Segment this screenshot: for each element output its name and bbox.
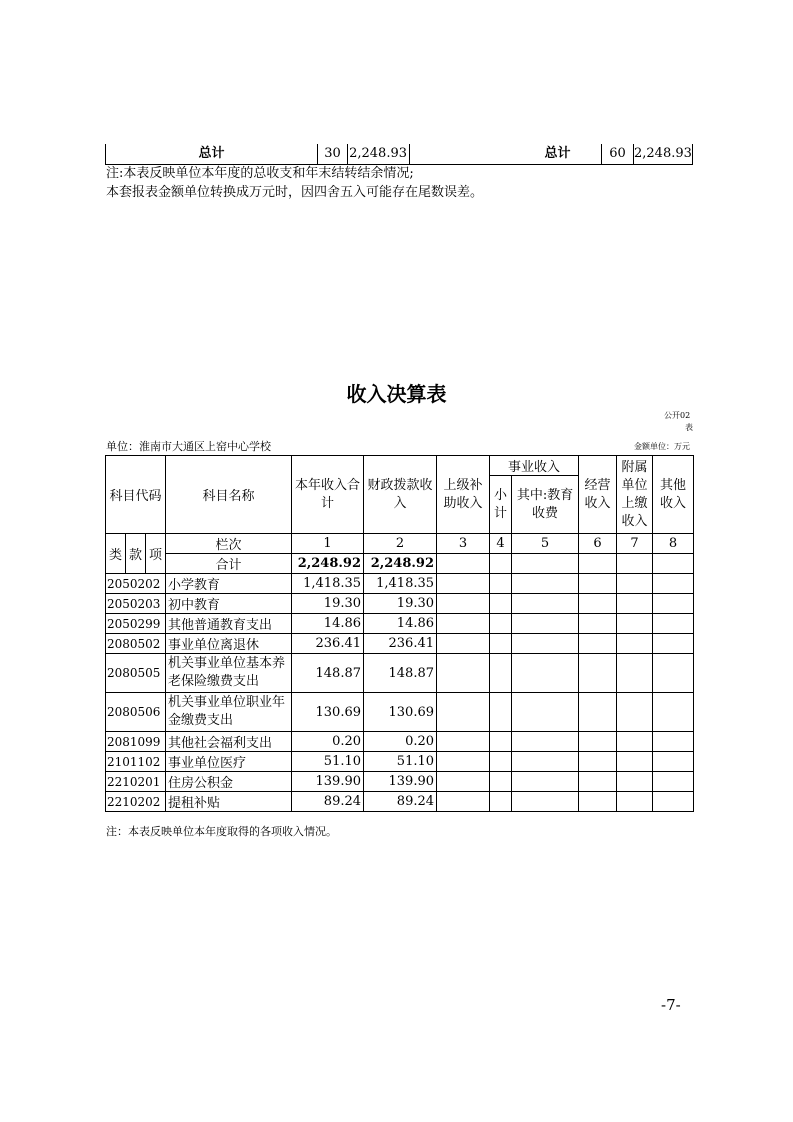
header-business: 事业收入 xyxy=(490,456,579,476)
form-code-suffix: 表 xyxy=(685,423,693,432)
header-edu-fee: 其中:教育收费 xyxy=(512,476,579,534)
row-code: 2080502 xyxy=(106,634,166,654)
row-fiscal: 236.41 xyxy=(364,634,437,654)
summary-right-label: 总计 xyxy=(409,144,705,164)
col-no-5: 5 xyxy=(512,534,579,554)
header-superior: 上级补助收入 xyxy=(437,456,490,534)
row-fiscal: 1,418.35 xyxy=(364,574,437,594)
row-name: 初中教育 xyxy=(166,594,292,614)
row-code: 2080505 xyxy=(106,654,166,693)
col-no-7: 7 xyxy=(617,534,653,554)
row-total-income: 1,418.35 xyxy=(292,574,364,594)
row-code: 2081099 xyxy=(106,732,166,752)
row-code: 2101102 xyxy=(106,752,166,772)
table-row xyxy=(106,792,694,812)
row-total-income: 51.10 xyxy=(292,752,364,772)
row-name: 其他社会福利支出 xyxy=(166,732,292,752)
total-row-income: 2,248.92 xyxy=(292,554,364,574)
header-kuan: 款 xyxy=(126,534,146,574)
col-no-6: 6 xyxy=(579,534,617,554)
unit-label: 单位：淮南市大通区上窑中心学校 xyxy=(106,440,271,453)
row-name: 小学教育 xyxy=(166,574,292,594)
table-row xyxy=(106,654,694,693)
row-total-income: 130.69 xyxy=(292,693,364,732)
row-name: 事业单位医疗 xyxy=(166,752,292,772)
col-no-1: 1 xyxy=(292,534,364,554)
col-no-2: 2 xyxy=(364,534,437,554)
page-number: -7- xyxy=(661,996,681,1014)
header-lei: 类 xyxy=(106,534,126,574)
row-fiscal: 19.30 xyxy=(364,594,437,614)
top-note-2: 本套报表金额单位转换成万元时，因四舍五入可能存在尾数误差。 xyxy=(106,185,484,200)
row-code: 2210202 xyxy=(106,792,166,812)
top-note-1: 注:本表反映单位本年度的总收支和年末结转结余情况; xyxy=(106,166,414,181)
summary-left-line: 30 xyxy=(317,144,347,164)
row-total-income: 14.86 xyxy=(292,614,364,634)
header-name: 科目名称 xyxy=(166,456,292,534)
row-total-income: 139.90 xyxy=(292,772,364,792)
header-subtotal: 小计 xyxy=(490,476,512,534)
col-no-4: 4 xyxy=(490,534,512,554)
row-fiscal: 0.20 xyxy=(364,732,437,752)
col-no-3: 3 xyxy=(437,534,490,554)
summary-left-value: 2,248.93 xyxy=(347,144,409,164)
row-total-income: 236.41 xyxy=(292,634,364,654)
table-row xyxy=(106,752,694,772)
row-code: 2210201 xyxy=(106,772,166,792)
header-code: 科目代码 xyxy=(106,456,166,534)
row-fiscal: 89.24 xyxy=(364,792,437,812)
row-code: 2050202 xyxy=(106,574,166,594)
header-column-no: 栏次 xyxy=(166,534,292,554)
row-code: 2050203 xyxy=(106,594,166,614)
header-affiliated: 附属单位上缴收入 xyxy=(617,456,653,534)
row-total-income: 19.30 xyxy=(292,594,364,614)
row-total-income: 148.87 xyxy=(292,654,364,693)
form-code: 公开02 xyxy=(664,411,691,420)
summary-left-label: 总计 xyxy=(105,144,317,164)
row-fiscal: 14.86 xyxy=(364,614,437,634)
summary-total-row xyxy=(105,144,693,165)
row-fiscal: 51.10 xyxy=(364,752,437,772)
header-other: 其他收入 xyxy=(653,456,694,534)
table-row xyxy=(106,772,694,792)
amount-unit: 金额单位：万元 xyxy=(634,442,690,451)
table-row xyxy=(106,594,694,614)
row-total-income: 89.24 xyxy=(292,792,364,812)
row-name: 机关事业单位基本养老保险缴费支出 xyxy=(166,654,292,693)
row-fiscal: 139.90 xyxy=(364,772,437,792)
header-fiscal: 财政拨款收入 xyxy=(364,456,437,534)
header-operating: 经营收入 xyxy=(579,456,617,534)
summary-right-value: 2,248.93 xyxy=(633,144,693,164)
row-name: 提租补贴 xyxy=(166,792,292,812)
table-row xyxy=(106,614,694,634)
row-name: 住房公积金 xyxy=(166,772,292,792)
header-xiang: 项 xyxy=(146,534,166,574)
row-name: 机关事业单位职业年金缴费支出 xyxy=(166,693,292,732)
col-no-8: 8 xyxy=(653,534,694,554)
table-row xyxy=(106,732,694,752)
income-table xyxy=(105,455,694,812)
row-fiscal: 130.69 xyxy=(364,693,437,732)
table-row xyxy=(106,574,694,594)
row-name: 事业单位离退休 xyxy=(166,634,292,654)
row-total-income: 0.20 xyxy=(292,732,364,752)
header-total-income: 本年收入合计 xyxy=(292,456,364,534)
total-row-label: 合计 xyxy=(166,554,292,574)
table-row xyxy=(106,634,694,654)
row-code: 2050299 xyxy=(106,614,166,634)
footnote: 注：本表反映单位本年度取得的各项收入情况。 xyxy=(106,825,337,838)
row-code: 2080506 xyxy=(106,693,166,732)
row-name: 其他普通教育支出 xyxy=(166,614,292,634)
row-fiscal: 148.87 xyxy=(364,654,437,693)
summary-right-line: 60 xyxy=(601,144,633,164)
page-title: 收入决算表 xyxy=(346,382,447,406)
total-row-fiscal: 2,248.92 xyxy=(364,554,437,574)
table-row xyxy=(106,693,694,732)
